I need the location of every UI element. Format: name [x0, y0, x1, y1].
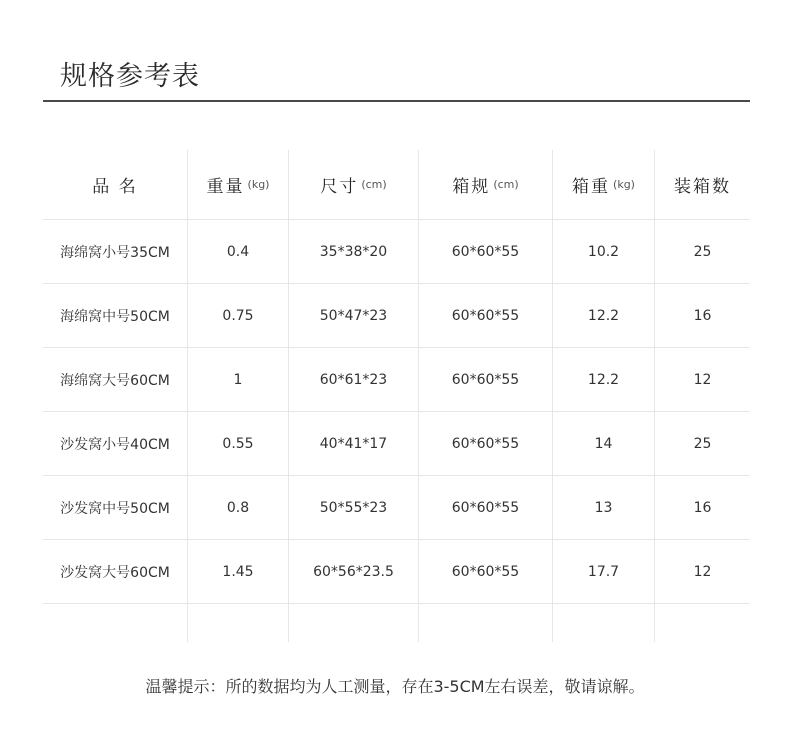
table-row [43, 540, 750, 604]
empty-cell [289, 604, 419, 642]
cell-box-weight: 13 [553, 476, 655, 539]
cell-product-name: 沙发窝中号50CM [43, 476, 188, 539]
empty-cell [419, 604, 553, 642]
cell-size: 60*56*23.5 [289, 540, 419, 603]
cell-weight: 1 [188, 348, 289, 411]
table-header-row [43, 150, 750, 220]
cell-weight: 0.4 [188, 220, 289, 283]
cell-box-spec: 60*60*55 [419, 540, 553, 603]
cell-size: 50*55*23 [289, 476, 419, 539]
cell-box-spec: 60*60*55 [419, 348, 553, 411]
cell-box-weight: 17.7 [553, 540, 655, 603]
cell-product-name: 沙发窝大号60CM [43, 540, 188, 603]
cell-box-weight: 12.2 [553, 284, 655, 347]
cell-size: 50*47*23 [289, 284, 419, 347]
measurement-note: 温馨提示：所的数据均为人工测量，存在3-5CM左右误差，敬请谅解。 [145, 677, 645, 696]
empty-cell [655, 604, 750, 642]
header-label: 箱规 [452, 177, 491, 197]
cell-box-weight: 14 [553, 412, 655, 475]
cell-product-name: 海绵窝小号35CM [43, 220, 188, 283]
cell-size: 35*38*20 [289, 220, 419, 283]
cell-box-quantity: 25 [693, 243, 712, 260]
cell-weight: 0.8 [188, 476, 289, 539]
cell-box-spec: 60*60*55 [419, 220, 553, 283]
table-row [43, 220, 750, 284]
cell-product-name: 海绵窝大号60CM [43, 348, 188, 411]
header-label: 品 名 [92, 177, 138, 197]
cell-box-spec: 60*60*55 [419, 284, 553, 347]
cell-box-quantity: 12 [693, 371, 712, 388]
cell-weight: 0.75 [188, 284, 289, 347]
spec-table [43, 150, 750, 642]
cell-product-name: 沙发窝小号40CM [43, 412, 188, 475]
cell-box-quantity: 12 [693, 563, 712, 580]
empty-cell [188, 604, 289, 642]
header-label: 尺寸 [320, 177, 359, 197]
table-row [43, 348, 750, 412]
page-title: 规格参考表 [60, 61, 200, 92]
header-label: 重量 [206, 177, 245, 197]
empty-cell [553, 604, 655, 642]
cell-box-weight: 12.2 [553, 348, 655, 411]
table-row [43, 476, 750, 540]
header-box-spec [419, 150, 553, 219]
cell-box-quantity: 25 [693, 435, 712, 452]
header-box-weight [553, 150, 655, 219]
table-row [43, 284, 750, 348]
header-label: 箱重 [572, 177, 611, 197]
cell-size: 40*41*17 [289, 412, 419, 475]
cell-box-quantity: 16 [693, 307, 712, 324]
cell-box-quantity: 16 [693, 499, 712, 516]
cell-weight: 0.55 [188, 412, 289, 475]
header-unit: (cm) [493, 178, 519, 191]
cell-product-name: 海绵窝中号50CM [43, 284, 188, 347]
title-divider [43, 100, 750, 102]
header-unit: (kg) [613, 178, 635, 191]
table-row [43, 412, 750, 476]
cell-box-spec: 60*60*55 [419, 412, 553, 475]
header-box-quantity [655, 150, 750, 219]
table-empty-row [43, 604, 750, 642]
header-product-name [43, 150, 188, 219]
header-unit: (kg) [247, 178, 270, 191]
header-weight [188, 150, 289, 219]
header-size [289, 150, 419, 219]
header-label: 装箱数 [674, 177, 731, 197]
cell-box-spec: 60*60*55 [419, 476, 553, 539]
cell-box-weight: 10.2 [553, 220, 655, 283]
cell-weight: 1.45 [188, 540, 289, 603]
header-unit: (cm) [361, 178, 387, 191]
cell-size: 60*61*23 [289, 348, 419, 411]
empty-cell [43, 604, 188, 642]
